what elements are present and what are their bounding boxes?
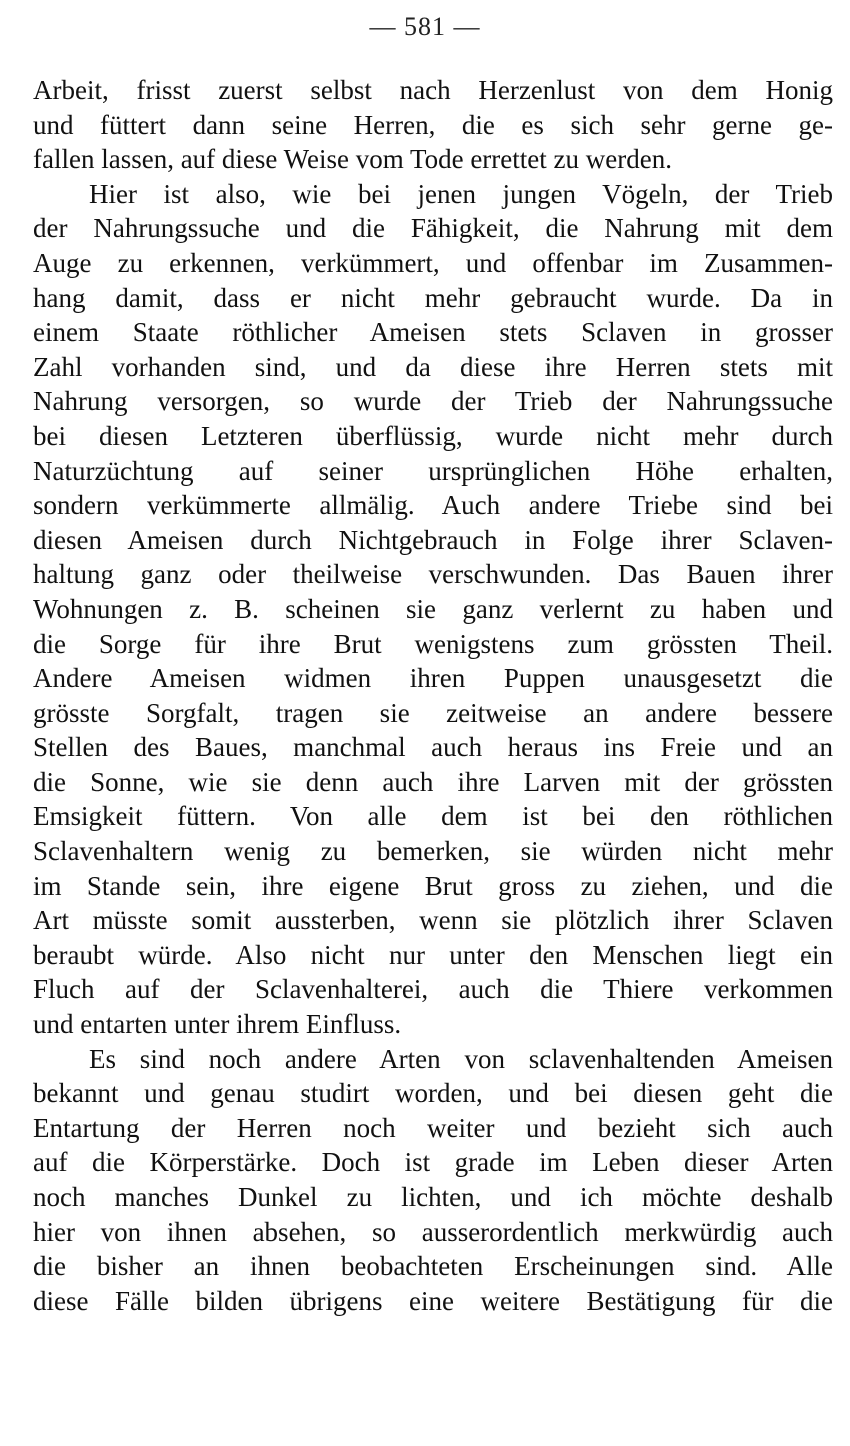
text-line: Es sind noch andere Arten von sclavenhaltenden Ameisen	[89, 1043, 833, 1074]
text-line: auf die Körperstärke. Doch ist grade im Leben dieser Arten	[33, 1147, 833, 1178]
text-line: Entartung der Herren noch weiter und bezieht sich auch	[33, 1112, 833, 1143]
body-text	[33, 73, 833, 1318]
text-line: hang damit, dass er nicht mehr gebraucht wurde. Da in	[33, 282, 833, 313]
text-line: Hier ist also, wie bei jenen jungen Vögeln, der Trieb	[89, 178, 833, 209]
text-line: Stellen des Baues, manchmal auch heraus ins Freie und an	[33, 732, 833, 763]
text-line: noch manches Dunkel zu lichten, und ich möchte deshalb	[33, 1182, 833, 1212]
text-line: die Sonne, wie sie denn auch ihre Larven mit der grössten	[33, 766, 833, 797]
text-line: Art müsste somit aussterben, wenn sie plötzlich ihrer Sclaven	[33, 905, 833, 936]
text-line: Sclavenhaltern wenig zu bemerken, sie würden nicht mehr	[33, 836, 833, 867]
text-line: die Sorge für ihre Brut wenigstens zum grössten Theil.	[33, 628, 833, 659]
text-line: bekannt und genau studirt worden, und bei diesen geht die	[33, 1078, 833, 1109]
text-line: grösste Sorgfalt, tragen sie zeitweise an andere bessere	[33, 697, 833, 728]
text-line: Wohnungen z. B. scheinen sie ganz verlernt zu haben und	[33, 593, 833, 624]
text-line: sondern verkümmerte allmälig. Auch andere Triebe sind bei	[33, 490, 833, 521]
text-line: Fluch auf der Sclavenhalterei, auch die Thiere verkommen	[33, 974, 833, 1005]
text-line: haltung ganz oder theilweise verschwunden. Das Bauen ihrer	[33, 559, 833, 590]
text-line: einem Staate röthlicher Ameisen stets Sclaven in grosser	[33, 317, 833, 348]
text-line: diese Fälle bilden übrigens eine weitere Bestätigung für die	[33, 1285, 833, 1316]
text-line: im Stande sein, ihre eigene Brut gross zu ziehen, und die	[33, 870, 833, 901]
paragraph	[33, 1042, 833, 1319]
text-line: Naturzüchtung auf seiner ursprünglichen Höhe erhalten,	[33, 455, 833, 486]
text-line: Nahrung versorgen, so wurde der Trieb der Nahrungssuche	[33, 386, 833, 417]
text-line: Emsigkeit füttern. Von alle dem ist bei den röthlichen	[33, 801, 833, 832]
text-line: Arbeit, frisst zuerst selbst nach Herzenlust von dem Honig	[33, 75, 833, 105]
text-line: und füttert dann seine Herren, die es sich sehr gerne ge-	[33, 109, 833, 140]
text-line: Zahl vorhanden sind, und da diese ihre Herren stets mit	[33, 351, 833, 382]
paragraph	[33, 177, 833, 1042]
text-line: der Nahrungssuche und die Fähigkeit, die Nahrung mit dem	[33, 213, 833, 244]
text-line: diesen Ameisen durch Nichtgebrauch in Folge ihrer Sclaven-	[33, 524, 833, 555]
text-line: bei diesen Letzteren überflüssig, wurde nicht mehr durch	[33, 420, 833, 451]
text-line: fallen lassen, auf diese Weise vom Tode errettet zu werden.	[33, 144, 672, 175]
page-number: — 581 —	[369, 12, 481, 41]
text-line: beraubt würde. Also nicht nur unter den Menschen liegt ein	[33, 939, 833, 970]
text-line: Auge zu erkennen, verkümmert, und offenbar im Zusammen-	[33, 247, 833, 278]
paragraph	[33, 73, 833, 177]
text-line: Andere Ameisen widmen ihren Puppen unausgesetzt die	[33, 663, 833, 694]
text-line: die bisher an ihnen beobachteten Erscheinungen sind. Alle	[33, 1251, 833, 1282]
text-line: und entarten unter ihrem Einfluss.	[33, 1009, 402, 1040]
text-line: hier von ihnen absehen, so ausserordentlich merkwürdig auch	[33, 1216, 833, 1247]
